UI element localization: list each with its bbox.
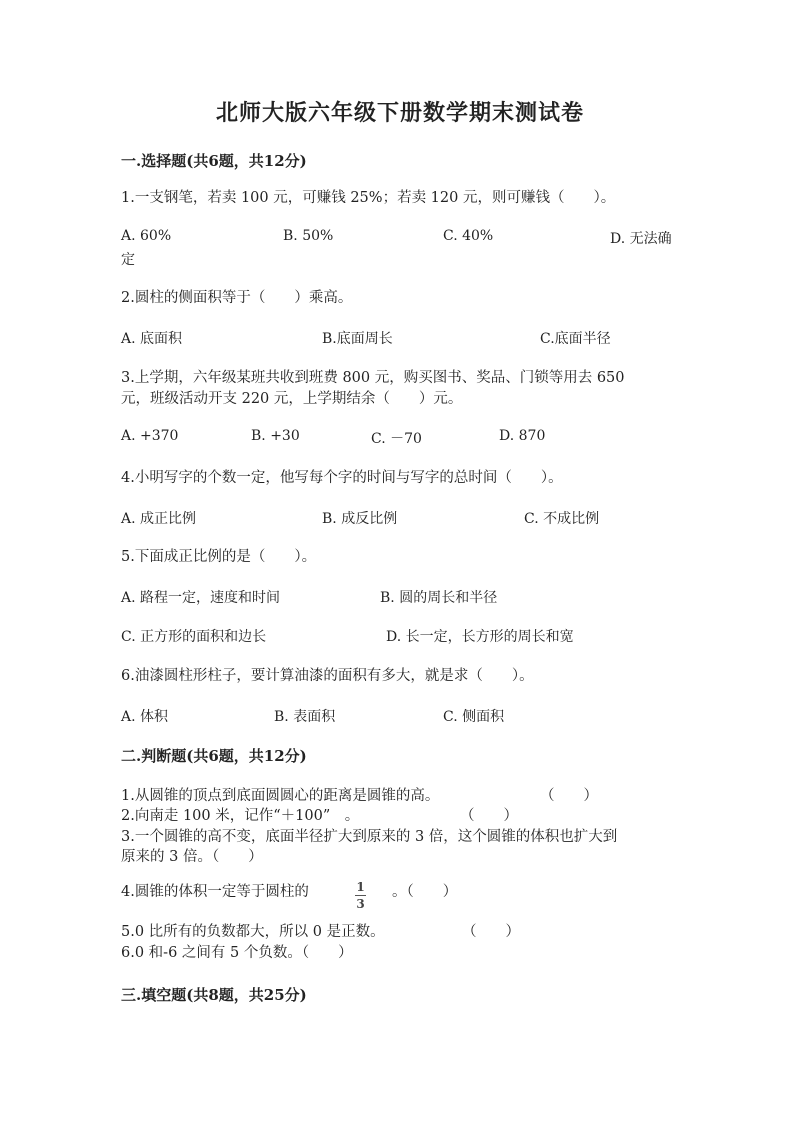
- q4-option-c: C. 不成比例: [524, 511, 600, 527]
- judge-4: 4.圆锥的体积一定等于圆柱的: [121, 884, 309, 900]
- q1-option-b: B. 50%: [283, 228, 334, 244]
- judge-2: 2.向南走 100 米，记作“＋100” 。: [121, 808, 360, 824]
- q2-option-b: B.底面周长: [322, 331, 393, 347]
- q3-option-c: C. －70: [371, 431, 422, 447]
- section-heading-choice: 一.选择题(共6题，共12分): [121, 152, 307, 170]
- fraction-numerator: 1: [356, 880, 365, 894]
- q1-option-c: C. 40%: [443, 228, 494, 244]
- q5-option-b: B. 圆的周长和半径: [380, 590, 498, 606]
- question-3-line-2: 元，班级活动开支 220 元，上学期结余（ ）元。: [121, 391, 463, 407]
- judge-2-answer-paren: （ ）: [460, 808, 518, 824]
- fraction-bar: [355, 895, 366, 896]
- fraction-denominator: 3: [356, 897, 365, 911]
- q5-option-c: C. 正方形的面积和边长: [121, 629, 267, 645]
- section-heading-judge: 二.判断题(共6题，共12分): [121, 747, 307, 765]
- judge-1-answer-paren: （ ）: [540, 788, 598, 804]
- q2-option-c: C.底面半径: [540, 331, 611, 347]
- q6-option-a: A. 体积: [121, 709, 169, 725]
- q1-option-d: D. 无法确: [610, 231, 672, 247]
- q3-option-a: A. +370: [121, 428, 179, 444]
- question-5: 5.下面成正比例的是（ ）。: [121, 549, 317, 565]
- page-title: 北师大版六年级下册数学期末测试卷: [215, 100, 584, 126]
- judge-6: 6.0 和-6 之间有 5 个负数。（ ）: [121, 945, 353, 961]
- judge-3-line-2: 原来的 3 倍。（ ）: [121, 849, 263, 865]
- q4-option-b: B. 成反比例: [322, 511, 398, 527]
- q2-option-a: A. 底面积: [121, 331, 183, 347]
- q3-option-b: B. +30: [251, 428, 300, 444]
- section-heading-fill: 三.填空题(共8题，共25分): [121, 986, 307, 1004]
- question-1: 1.一支钢笔，若卖 100 元，可赚钱 25%；若卖 120 元，则可赚钱（ ）。: [121, 190, 616, 206]
- judge-5: 5.0 比所有的负数都大，所以 0 是正数。: [121, 924, 385, 940]
- judge-1: 1.从圆锥的顶点到底面圆圆心的距离是圆锥的高。: [121, 788, 440, 804]
- question-4: 4.小明写字的个数一定，他写每个字的时间与写字的总时间（ ）。: [121, 470, 563, 486]
- q5-option-a: A. 路程一定，速度和时间: [121, 590, 281, 606]
- question-6: 6.油漆圆柱形柱子，要计算油漆的面积有多大，就是求（ ）。: [121, 668, 534, 684]
- q5-option-d: D. 长一定，长方形的周长和宽: [386, 629, 574, 645]
- question-3-line-1: 3.上学期，六年级某班共收到班费 800 元，购买图书、奖品、门锁等用去 650: [121, 370, 625, 386]
- one-third-fraction: [355, 876, 366, 910]
- q1-option-d-wrap: 定: [121, 252, 135, 268]
- q4-option-a: A. 成正比例: [121, 511, 197, 527]
- judge-3-line-1: 3.一个圆锥的高不变，底面半径扩大到原来的 3 倍，这个圆锥的体积也扩大到: [121, 829, 618, 845]
- judge-5-answer-paren: （ ）: [462, 924, 520, 940]
- q6-option-c: C. 侧面积: [443, 709, 505, 725]
- q1-option-a: A. 60%: [121, 228, 172, 244]
- question-2: 2.圆柱的侧面积等于（ ）乘高。: [121, 290, 353, 306]
- q6-option-b: B. 表面积: [274, 709, 336, 725]
- q3-option-d: D. 870: [499, 428, 546, 444]
- judge-4-tail: 。（ ）: [392, 884, 458, 900]
